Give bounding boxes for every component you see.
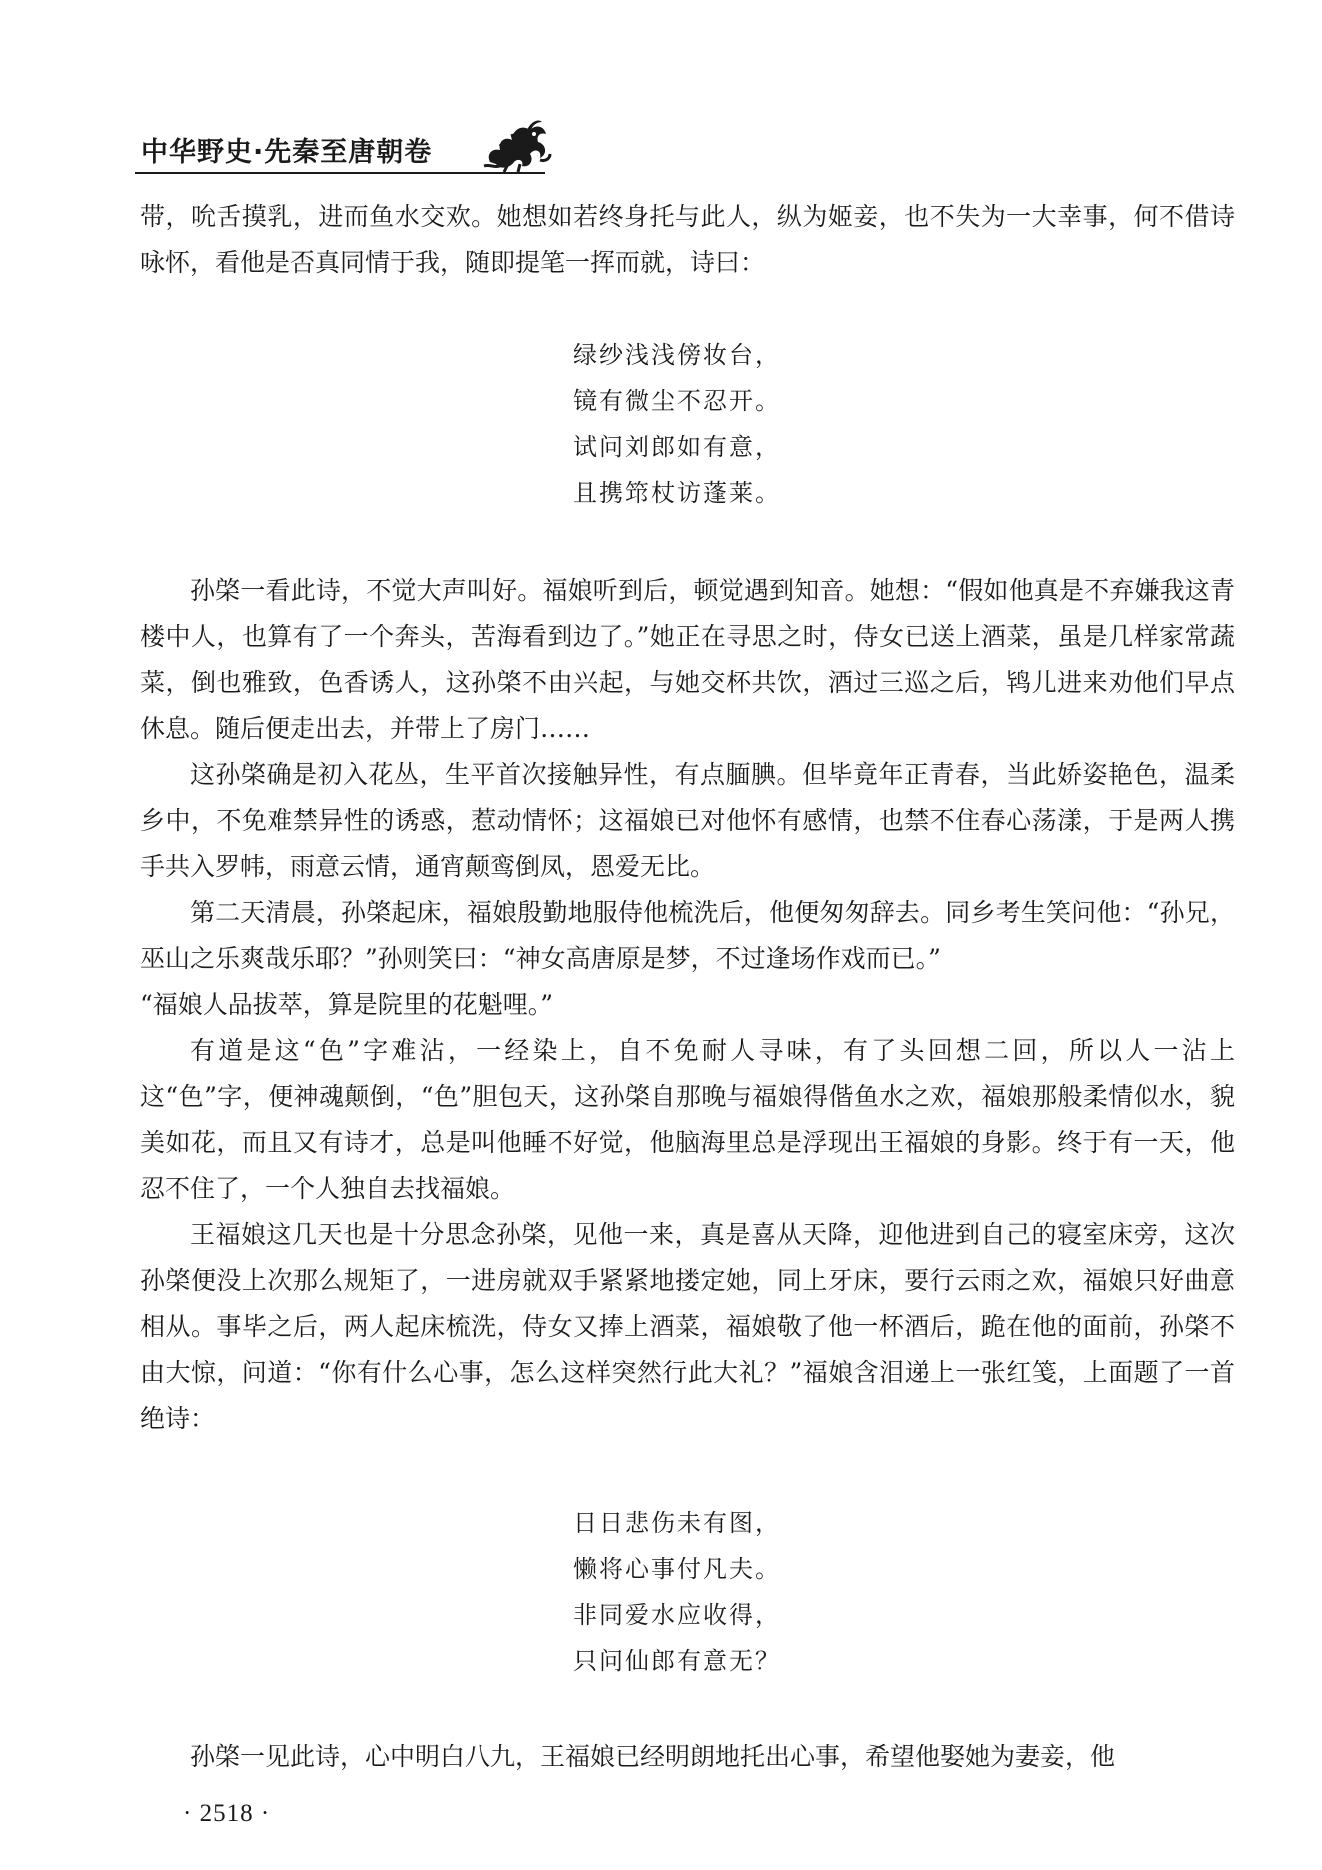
poem-1 [573,332,781,516]
paragraph: 这孙棨确是初入花丛，生平首次接触异性，有点腼腆。但毕竟年正青春，当此娇姿艳色，温柔乡中，不免难禁异性的诱惑，惹动情怀；这福娘已对他怀有感情，也禁不住春心荡漾，于是两人携手共入罗帏，雨意云情，通宵颠鸾倒凤，恩爱无比。 [140,760,1235,881]
paragraph: 王福娘这几天也是十分思念孙棨，见他一来，真是喜从天降，迎他进到自己的寝室床旁，这次孙棨便没上次那么规矩了，一进房就双手紧紧地搂定她，同上牙床，要行云雨之欢，福娘只好曲意相从。事毕之后，两人起床梳洗，侍女又捧上酒菜，福娘敬了他一杯酒后，跪在他的面前，孙棨不由大惊，问道：“你有什么心事，怎么这样突然行此大礼？”福娘含泪递上一张红笺，上面题了一首绝诗： [140,1220,1235,1433]
dragon-emblem-icon [480,114,552,174]
closing-paragraph-block [140,1734,1235,1780]
paragraph: 孙棨一看此诗，不觉大声叫好。福娘听到后，顿觉遇到知音。她想：“假如他真是不弃嫌我这青楼中人，也算有了一个奔头，苦海看到边了。”她正在寻思之时，侍女已送上酒菜，虽是几样家常蔬菜，倒也雅致，色香诱人，这孙棨不由兴起，与她交杯共饮，酒过三巡之后，鸨儿进来劝他们早点休息。随后便走出去，并带上了房门…… [140,576,1235,743]
poem-line: 镜有微尘不忍开。 [573,387,781,415]
poem-line: 试问刘郎如有意， [573,433,781,461]
header-rule [135,172,545,174]
page-number: · 2518 · [183,1800,271,1827]
poem-line: 只问仙郎有意无？ [573,1647,781,1675]
paragraph: 带，吮舌摸乳，进而鱼水交欢。她想如若终身托与此人，纵为姬妾，也不失为一大幸事，何不借诗咏怀，看他是否真同情于我，随即提笔一挥而就，诗曰： [140,202,1235,277]
paragraph: 第二天清晨，孙棨起床，福娘殷勤地服侍他梳洗后，他便匆匆辞去。同乡考生笑问他：“孙兄，巫山之乐爽哉乐耶？”孙则笑曰：“神女高唐原是梦，不过逢场作戏而已。” [140,898,1235,973]
poem-line: 且携筇杖访蓬莱。 [573,479,781,507]
book-title: 中华野史·先秦至唐朝卷 [141,137,433,168]
poem-line: 日日悲伤未有图， [573,1509,781,1537]
paragraph: “福娘人品拔萃，算是院里的花魁哩。” [140,990,554,1019]
poem-line: 懒将心事付凡夫。 [573,1555,781,1583]
poem-2 [573,1500,781,1684]
running-header [135,118,545,180]
poem-line: 非同爱水应收得， [573,1601,781,1629]
paragraph: 孙棨一见此诗，心中明白八九，王福娘已经明朗地托出心事，希望他娶她为妻妾，他 [190,1742,1116,1771]
paragraph: 有道是这“色”字难沾，一经染上，自不免耐人寻味，有了头回想二回，所以人一沾上这“色”字，便神魂颠倒，“色”胆包天，这孙棨自那晚与福娘得偕鱼水之欢，福娘那般柔情似水，貌美如花，而且又有诗才，总是叫他睡不好觉，他脑海里总是浮现出王福娘的身影。终于有一天，他忍不住了，一个人独自去找福娘。 [140,1036,1235,1203]
main-text-block [140,568,1235,1442]
poem-line: 绿纱浅浅傍妆台， [573,341,781,369]
opening-paragraph-block [140,194,1235,286]
